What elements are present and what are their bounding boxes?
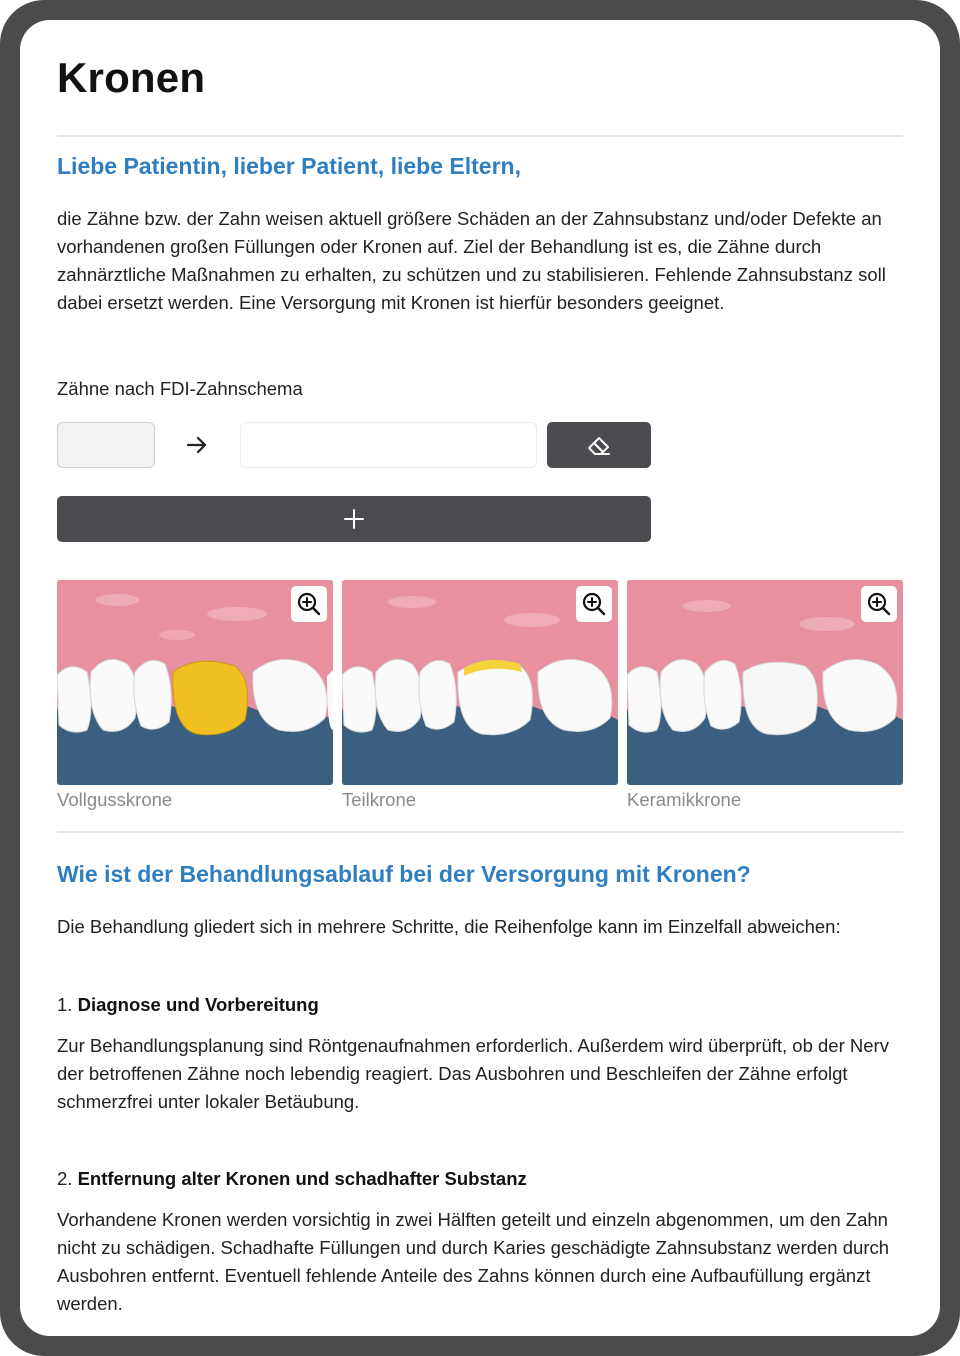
step-title bbox=[57, 1168, 527, 1190]
divider bbox=[57, 135, 903, 137]
zoom-in-icon bbox=[581, 591, 607, 617]
step-text: Zur Behandlungsplanung sind Röntgenaufnahmen erforderlich. Außerdem wird überprüft, ob der Nerv der betroffenen Zähne noch lebendig reagiert. Das Ausbohren und Beschleifen der Zähne erfolgt schmerzfrei unter lokaler Betäubung. bbox=[57, 1035, 889, 1112]
zoom-button[interactable] bbox=[861, 586, 897, 622]
crown-card-keramik[interactable] bbox=[627, 580, 903, 811]
add-tooth-button[interactable] bbox=[57, 496, 651, 542]
fdi-label: Zähne nach FDI-Zahnschema bbox=[57, 378, 303, 399]
process-intro: Die Behandlung gliedert sich in mehrere Schritte, die Reihenfolge kann im Einzelfall abweichen: bbox=[57, 916, 841, 937]
crown-image[interactable] bbox=[342, 580, 618, 785]
step-number: 2. bbox=[57, 1168, 73, 1189]
divider bbox=[57, 831, 903, 833]
step-text: Vorhandene Kronen werden vorsichtig in zwei Hälften geteilt und einzeln abgenommen, um den Zahn nicht zu schädigen. Schadhafte Füllungen und durch Karies geschädigte Zahnsubstanz werden durch Ausbohren entfernt. Eventuell fehlende Anteile des Zahns können durch eine Aufbaufüllung ergänzt werden. bbox=[57, 1209, 890, 1314]
crown-caption: Keramikkrone bbox=[627, 789, 742, 810]
intro-paragraph: die Zähne bzw. der Zahn weisen aktuell größere Schäden an der Zahnsubstanz und/oder Defekte an vorhandenen großen Füllungen oder Kronen auf. Ziel der Behandlung ist es, die Zähne durch zahnärztliche Maßnahmen zu erhalten, zu schützen und zu stabilisieren. Fehlende Zahnsubstanz soll dabei ersetzt werden. Eine Versorgung mit Kronen ist hierfür besonders geeignet. bbox=[57, 208, 886, 313]
zoom-button[interactable] bbox=[576, 586, 612, 622]
zoom-button[interactable] bbox=[291, 586, 327, 622]
greeting-heading: Liebe Patientin, lieber Patient, liebe Eltern, bbox=[57, 153, 521, 179]
crown-card-vollguss[interactable] bbox=[57, 580, 333, 811]
crown-caption: Vollgusskrone bbox=[57, 789, 173, 810]
crown-caption: Teilkrone bbox=[342, 789, 417, 810]
crown-image[interactable] bbox=[627, 580, 903, 785]
erase-button[interactable] bbox=[547, 422, 651, 468]
eraser-icon bbox=[585, 433, 613, 457]
arrow-right-icon bbox=[185, 433, 209, 457]
page-title: Kronen bbox=[57, 54, 206, 101]
screen bbox=[20, 20, 940, 1336]
step-heading: Entfernung alter Kronen und schadhafter Substanz bbox=[77, 1168, 527, 1189]
fdi-to-input[interactable] bbox=[240, 422, 537, 468]
crown-card-teilkrone[interactable] bbox=[342, 580, 618, 811]
plus-icon bbox=[343, 508, 365, 530]
fdi-from-input[interactable] bbox=[57, 422, 155, 468]
zoom-in-icon bbox=[296, 591, 322, 617]
crown-image[interactable] bbox=[57, 580, 333, 785]
step-number: 1. bbox=[57, 994, 73, 1015]
step-title bbox=[57, 994, 319, 1016]
zoom-in-icon bbox=[866, 591, 892, 617]
process-heading: Wie ist der Behandlungsablauf bei der Versorgung mit Kronen? bbox=[57, 861, 751, 887]
step-heading: Diagnose und Vorbereitung bbox=[77, 994, 319, 1015]
